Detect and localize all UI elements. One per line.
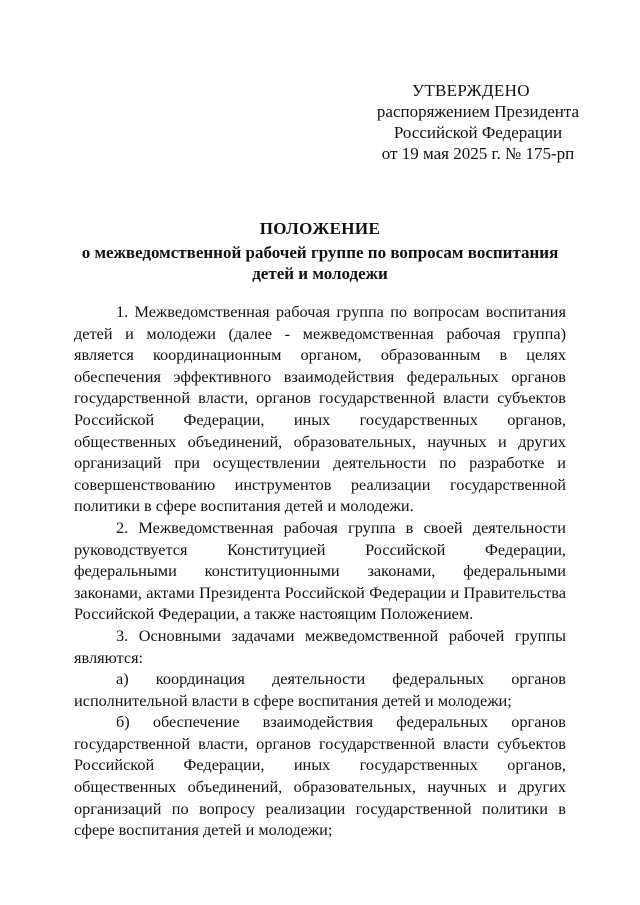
document-title: ПОЛОЖЕНИЕ (259, 219, 381, 238)
document-body (74, 301, 566, 841)
paragraph-1: 1. Межведомственная рабочая группа по вопросам воспитания детей и молодежи (далее - межведомственная рабочая группа) является координационным органом, образованным в целях обеспечения эффективного взаимодействия федеральных органов государственной власти, органов государственной власти субъектов Российской Федерации, иных государственных органов, общественных объединений, образовательных, научных и других организаций при осуществлении деятельности по разработке и совершенствованию инструментов реализации государственной политики в сфере воспитания детей и молодежи. (74, 302, 566, 516)
paragraph-2: 2. Межведомственная рабочая группа в своей деятельности руководствуется Конституцией Российской Федерации, федеральными конституционными законами, федеральными законами, актами Президента Российской Федерации и Правительства Российской Федерации, а также настоящим Положением. (74, 517, 566, 624)
document-subtitle: о межведомственной рабочей группе по вопросам воспитания детей и молодежи (81, 243, 559, 283)
paragraph-3b: б) обеспечение взаимодействия федеральных органов государственной власти, органов государственной власти субъектов Российской Федерации, иных государственных органов, общественных объединений, образовательных, научных и других организаций по вопросу реализации государственной политики в сфере воспитания детей и молодежи; (74, 712, 566, 840)
approval-date-number: от 19 мая 2025 г. № 175-рп (381, 144, 575, 163)
paragraph-3a: а) координация деятельности федеральных органов исполнительной власти в сфере воспитания детей и молодежи; (74, 669, 566, 710)
approval-title: УТВЕРЖДЕНО (412, 81, 530, 100)
approval-line-2: Российской Федерации (393, 123, 563, 142)
approval-line-1: распоряжением Президента (376, 102, 580, 121)
paragraph-3: 3. Основными задачами межведомственной рабочей группы являются: (74, 625, 566, 667)
approval-block (368, 80, 588, 164)
